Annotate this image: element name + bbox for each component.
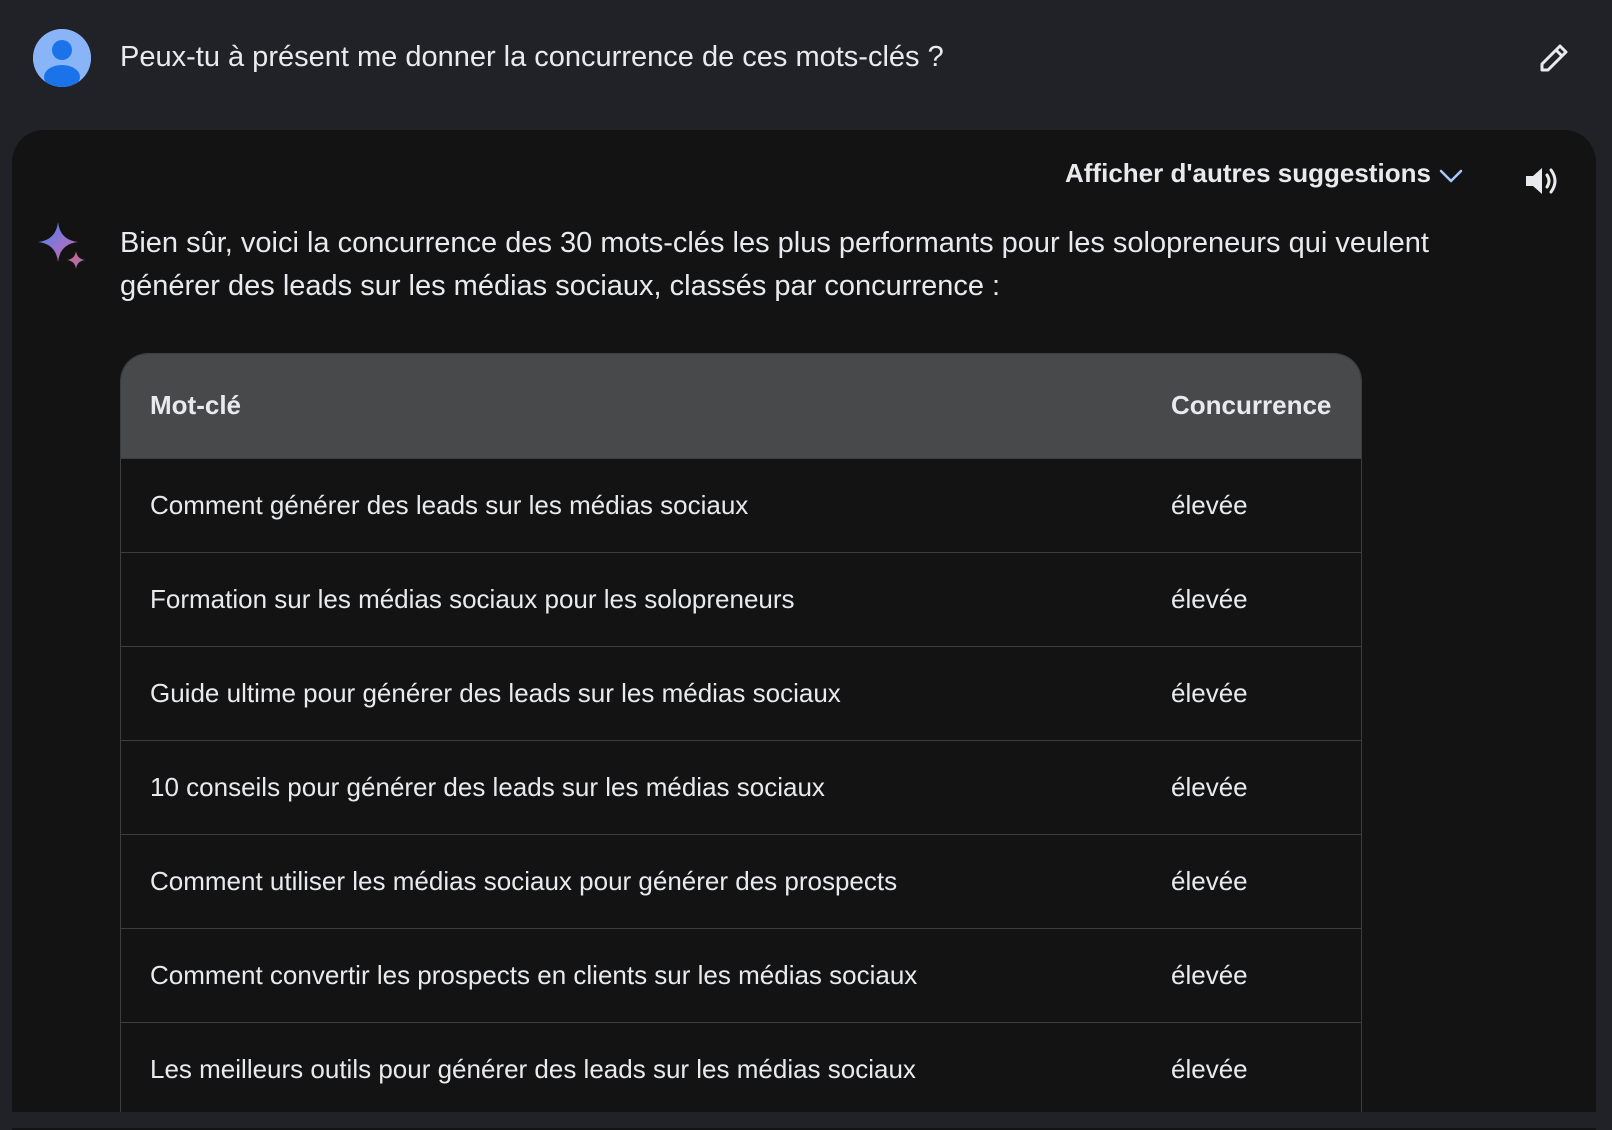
pencil-icon[interactable] (1534, 38, 1574, 78)
competition-cell: élevée (1171, 771, 1248, 802)
table-row (121, 1022, 1361, 1114)
column-header-competition: Concurrence (1171, 390, 1332, 421)
keyword-cell: Comment générer des leads sur les médias sociaux (150, 489, 749, 520)
keyword-cell: Comment convertir les prospects en clients sur les médias sociaux (150, 959, 918, 990)
keyword-competition-table (120, 353, 1362, 1114)
keyword-cell: 10 conseils pour générer des leads sur les médias sociaux (150, 771, 825, 802)
response-intro-text: Bien sûr, voici la concurrence des 30 mots-clés les plus performants pour les solopreneurs qui veulent générer des leads sur les médias sociaux, classés par concurrence : (120, 227, 1429, 302)
speaker-icon[interactable] (1522, 161, 1562, 201)
bottom-edge (0, 1112, 1612, 1128)
competition-cell: élevée (1171, 677, 1248, 708)
keyword-cell: Comment utiliser les médias sociaux pour générer des prospects (150, 865, 898, 896)
table-row (121, 928, 1361, 1022)
table-row (121, 458, 1361, 552)
table-row (121, 552, 1361, 646)
competition-cell: élevée (1171, 959, 1248, 990)
user-prompt-row (0, 0, 1612, 120)
competition-cell: élevée (1171, 865, 1248, 896)
user-avatar-icon[interactable] (33, 29, 91, 87)
keyword-cell: Les meilleurs outils pour générer des leads sur les médias sociaux (150, 1053, 916, 1084)
competition-cell: élevée (1171, 583, 1248, 614)
show-other-suggestions-button[interactable]: Afficher d'autres suggestions (1065, 158, 1431, 188)
keyword-cell: Guide ultime pour générer des leads sur les médias sociaux (150, 677, 841, 708)
table-row (121, 740, 1361, 834)
table-row (121, 646, 1361, 740)
gemini-spark-icon (36, 220, 88, 272)
column-header-keyword: Mot-clé (150, 390, 241, 421)
chevron-down-icon[interactable] (1437, 162, 1465, 190)
table-row (121, 834, 1361, 928)
competition-cell: élevée (1171, 1053, 1248, 1084)
user-prompt-text: Peux-tu à présent me donner la concurrence de ces mots-clés ? (120, 41, 944, 73)
table-header-row (121, 354, 1361, 458)
keyword-cell: Formation sur les médias sociaux pour les solopreneurs (150, 583, 795, 614)
competition-cell: élevée (1171, 489, 1248, 520)
